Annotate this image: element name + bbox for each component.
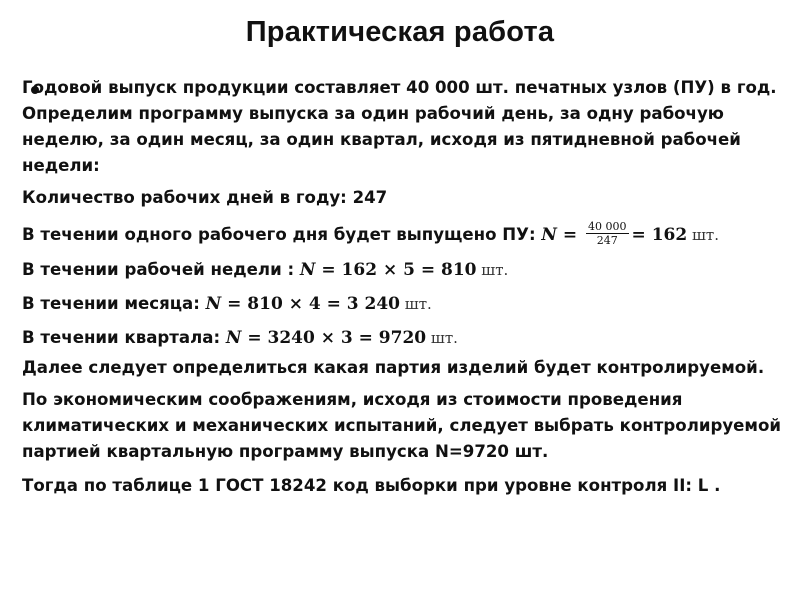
weekly-output-label: В течении рабочей недели :	[22, 260, 300, 279]
monthly-output-label: В течении месяца:	[22, 294, 206, 313]
slide-content	[22, 75, 782, 499]
annual-output-text: Годовой выпуск продукции составляет 40 000 шт. печатных узлов (ПУ) в год.	[22, 78, 777, 97]
monthly-var: N	[205, 294, 222, 314]
weekly-output-line	[22, 255, 782, 285]
daily-output-label: В течении одного рабочего дня будет выпущено ПУ:	[22, 225, 542, 244]
monthly-formula	[206, 294, 400, 314]
controlled-batch-text: Далее следует определиться какая партия изделий будет контролируемой.	[22, 358, 765, 377]
slide-title: Практическая работа	[245, 16, 555, 48]
quarterly-unit: шт.	[426, 329, 458, 347]
quarterly-output-line	[22, 323, 782, 353]
monthly-unit: шт.	[400, 295, 432, 313]
daily-fraction	[586, 220, 629, 247]
daily-formula	[541, 220, 688, 247]
work-days-text: Количество рабочих дней в году: 247	[22, 188, 388, 207]
daily-result: = 162	[631, 225, 688, 245]
daily-eq: =	[556, 225, 584, 245]
monthly-output-line	[22, 289, 782, 319]
determine-program-text: Определим программу выпуска за один рабочий день, за одну рабочую неделю, за один месяц, за один квартал, исходя из пятидневной рабочей недели:	[22, 104, 741, 175]
quarterly-output-label: В течении квартала:	[22, 328, 226, 347]
quarterly-var: N	[225, 328, 242, 348]
weekly-unit: шт.	[476, 261, 509, 279]
daily-output-line	[22, 219, 782, 251]
daily-unit: шт.	[687, 226, 719, 244]
quarterly-expr: = 3240 × 3 = 9720	[241, 328, 427, 348]
economic-reasons-text: По экономическим соображениям, исходя из стоимости проведения климатических и механических испытаний, следует выбрать контролируемой партией квартальную программу выпуска N=9720 шт.	[22, 390, 782, 461]
daily-numerator: 40 000	[588, 220, 627, 233]
weekly-var: N	[299, 260, 316, 280]
gost-sample-code-text: Тогда по таблице 1 ГОСТ 18242 код выборки при уровне контроля II: L .	[22, 476, 721, 495]
quarterly-formula	[226, 328, 426, 348]
weekly-formula	[300, 260, 477, 280]
daily-denominator: 247	[596, 234, 618, 247]
monthly-expr: = 810 × 4 = 3 240	[221, 294, 401, 314]
daily-var: N	[541, 225, 557, 245]
weekly-expr: = 162 × 5 = 810	[315, 260, 477, 280]
